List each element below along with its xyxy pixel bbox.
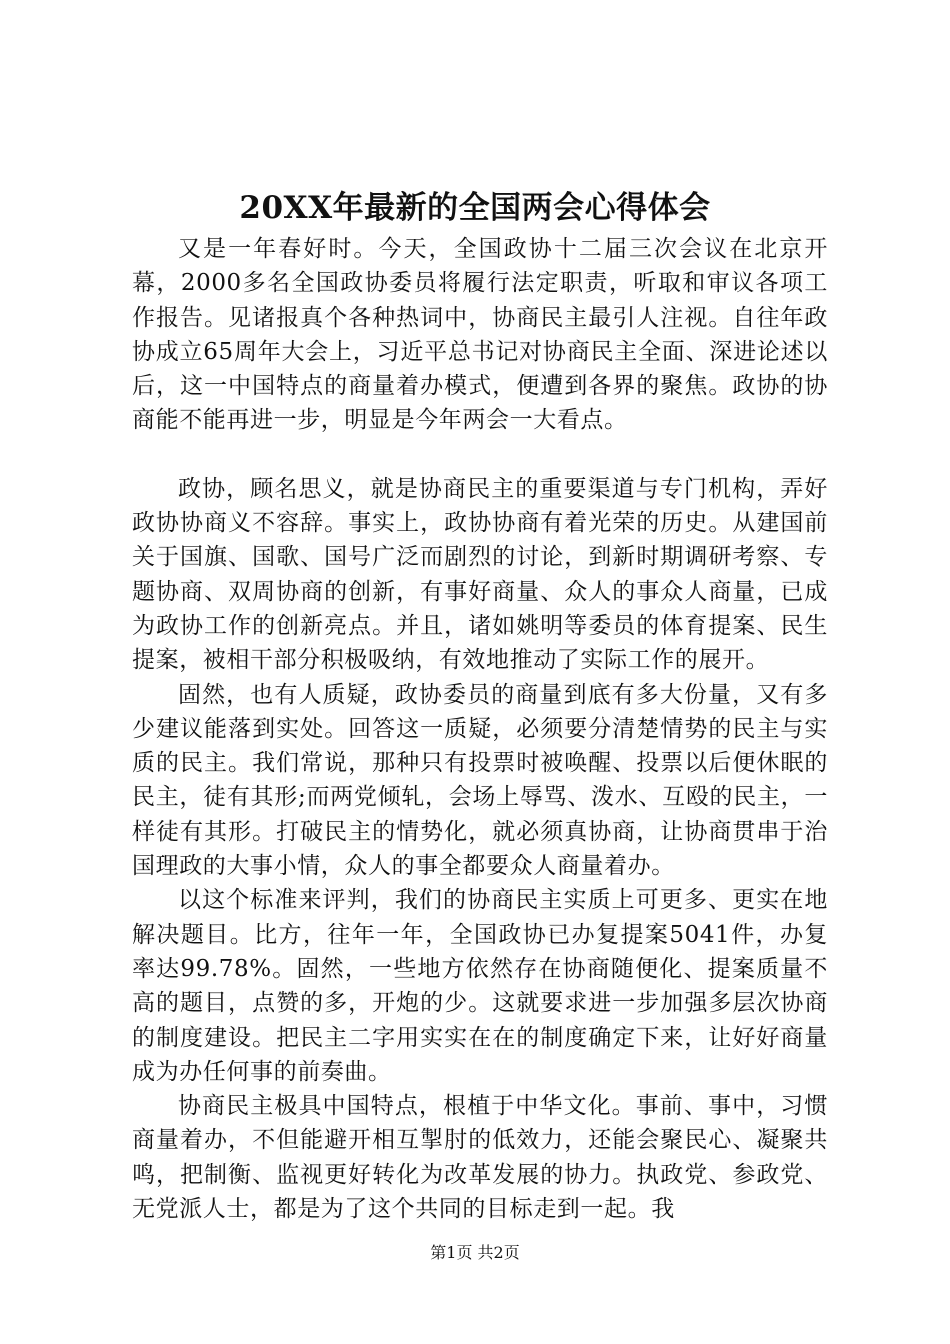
paragraph-4: 以这个标准来评判，我们的协商民主实质上可更多、更实在地解决题目。比方，往年一年，全国政协已办复提案5041件，办复率达99.78%。固然，一些地方依然存在协商随便化、提案质量不高的题目，点赞的多，开炮的少。这就要求进一步加强多层次协商的制度建设。把民主二字用实实在在的制度确定下来，让好好商量成为办任何事的前奏曲。 [132, 887, 828, 1085]
document-body [132, 232, 828, 1226]
paragraph-3: 固然，也有人质疑，政协委员的商量到底有多大份量，又有多少建议能落到实处。回答这一质疑，必须要分清楚情势的民主与实质的民主。我们常说，那种只有投票时被唤醒、投票以后便休眠的民主，徒有其形;而两党倾轧，会场上辱骂、泼水、互殴的民主，一样徒有其形。打破民主的情势化，就必须真协商，让协商贯串于治国理政的大事小情，众人的事全都要众人商量着办。 [132, 681, 828, 880]
paragraph-1: 又是一年春好时。今天，全国政协十二届三次会议在北京开幕，2000多名全国政协委员将履行法定职责，听取和审议各项工作报告。见诸报真个各种热词中，协商民主最引人注视。自往年政协成立65周年大会上，习近平总书记对协商民主全面、深进论述以后，这一中国特点的商量着办模式，便遭到各界的聚焦。政协的协商能不能再进一步，明显是今年两会一大看点。 [132, 236, 828, 434]
paragraph-5: 协商民主极具中国特点，根植于中华文化。事前、事中，习惯商量着办，不但能避开相互掣肘的低效力，还能会聚民心、凝聚共鸣，把制衡、监视更好转化为改革发展的协力。执政党、参政党、无党派人士，都是为了这个共同的目标走到一起。我 [132, 1093, 828, 1223]
document-title: 20XX年最新的全国两会心得体会 [239, 190, 711, 226]
page-number-footer: 第1页 共2页 [430, 1243, 520, 1262]
paragraph-2: 政协，顾名思义，就是协商民主的重要渠道与专门机构，弄好政协协商义不容辞。事实上，政协协商有着光荣的历史。从建国前关于国旗、国歌、国号广泛而剧烈的讨论，到新时期调研考察、专题协商、双周协商的创新，有事好商量、众人的事众人商量，已成为政协工作的创新亮点。并且，诸如姚明等委员的体育提案、民生提案，被相干部分积极吸纳，有效地推动了实际工作的展开。 [132, 475, 828, 674]
